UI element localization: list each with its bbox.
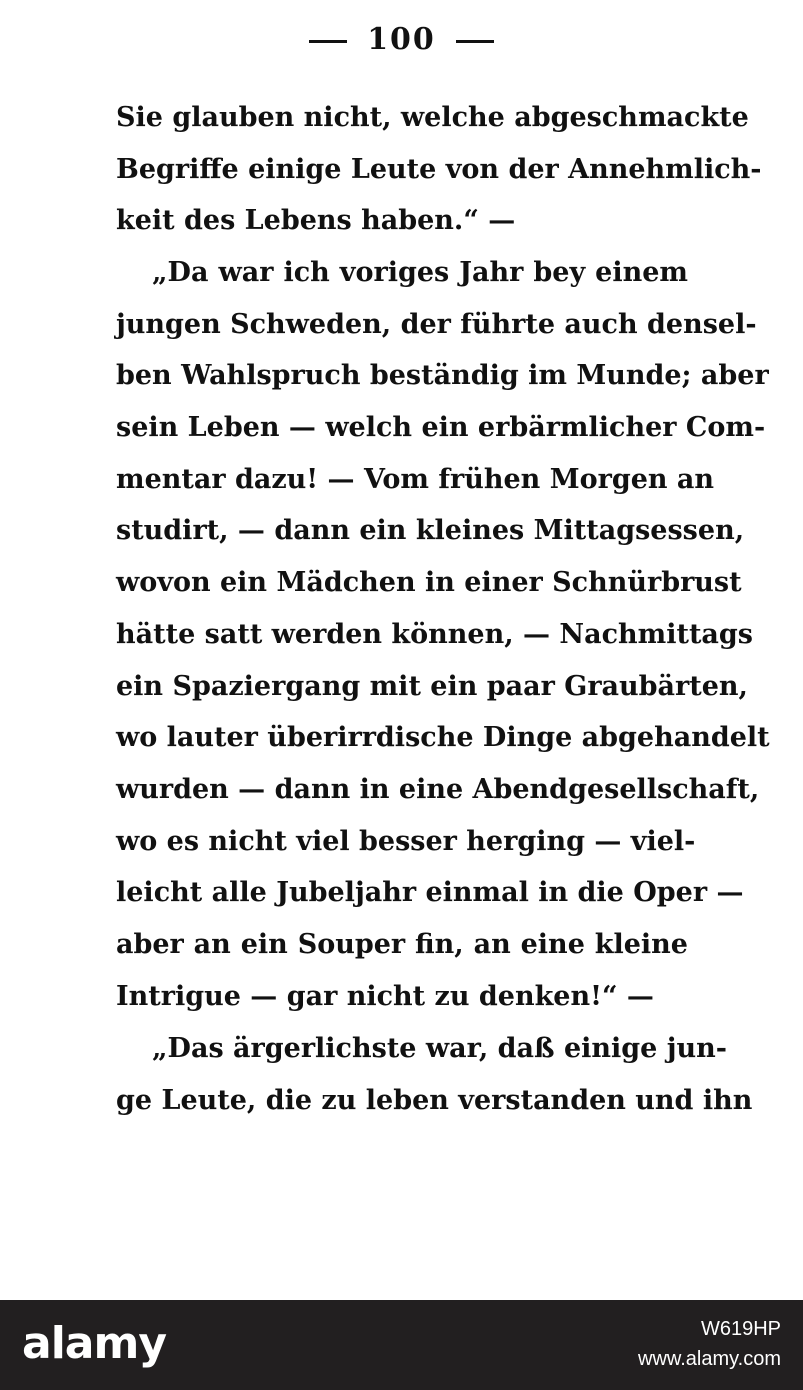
text-line: Begriffe einige Leute von der Annehmlich- bbox=[116, 153, 762, 185]
alamy-logo: alamy bbox=[22, 1318, 166, 1369]
text-line: mentar dazu! — Vom frühen Morgen an bbox=[116, 463, 715, 495]
text-line: leicht alle Jubeljahr einmal in die Oper — bbox=[116, 877, 744, 909]
text-line: wo es nicht viel besser herging — viel- bbox=[116, 825, 696, 857]
text-line: Sie glauben nicht, welche abgeschmackte bbox=[116, 102, 749, 133]
text-line: Intrigue — gar nicht zu denken!“ — bbox=[116, 980, 654, 1012]
text-line: wo lauter überirrdische Dinge abgehandelt bbox=[116, 722, 770, 754]
text-line: keit des Lebens haben.“ — bbox=[116, 205, 516, 237]
footer-url: www.alamy.com bbox=[638, 1348, 781, 1370]
paragraph-1 bbox=[116, 92, 762, 247]
page-header bbox=[0, 22, 803, 57]
text-line: hätte satt werden können, — Nachmittags bbox=[116, 618, 753, 650]
text-line: sein Leben — welch ein erbärmlicher Com- bbox=[116, 412, 766, 444]
page-number: 100 bbox=[367, 22, 436, 57]
text-line: „Da war ich voriges Jahr bey einem bbox=[152, 257, 688, 288]
header-dash-left bbox=[309, 40, 347, 43]
text-line: studirt, — dann ein kleines Mittagsessen, bbox=[116, 515, 745, 547]
text-line: ben Wahlspruch beständig im Munde; aber bbox=[116, 360, 769, 392]
text-line: aber an ein Souper fin, an eine kleine bbox=[116, 928, 688, 960]
paragraph-3 bbox=[116, 1023, 753, 1126]
text-line: jungen Schweden, der führte auch densel- bbox=[116, 308, 757, 340]
text-line: wurden — dann in eine Abendgesellschaft, bbox=[116, 773, 760, 805]
header-dash-right bbox=[456, 40, 494, 43]
stock-footer-bar bbox=[0, 1300, 803, 1390]
text-line: wovon ein Mädchen in einer Schnürbrust bbox=[116, 567, 742, 599]
text-line: ein Spaziergang mit ein paar Graubärten, bbox=[116, 670, 748, 702]
text-line: „Das ärgerlichste war, daß einige jun- bbox=[152, 1033, 727, 1064]
paragraph-2 bbox=[116, 247, 770, 1022]
image-id: W619HP bbox=[700, 1318, 781, 1340]
text-line: ge Leute, die zu leben verstanden und ihn bbox=[116, 1084, 753, 1116]
